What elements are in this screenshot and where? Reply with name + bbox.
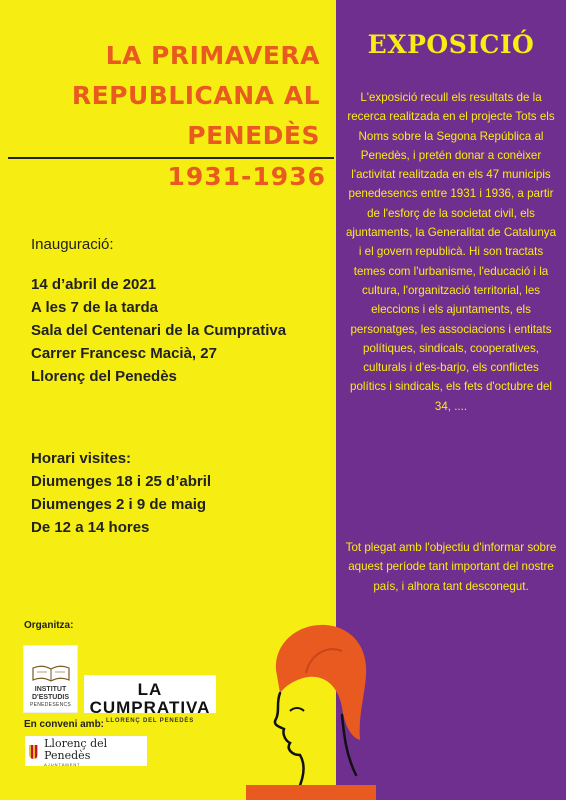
ajuntament-logo (25, 736, 147, 768)
iee-logo-line: D'ESTUDIS (31, 694, 70, 701)
visits-line: Diumenges 18 i 25 d’abril (31, 473, 212, 490)
inauguration-label: Inauguració: (31, 236, 114, 253)
cumprativa-name: LA CUMPRATIVA (89, 680, 211, 717)
title-divider (8, 157, 334, 159)
organizers-label: Organitza: (24, 620, 74, 631)
ajuntament-sub: AJUNTAMENT (44, 761, 81, 767)
title-line: REPUBLICANA AL (71, 81, 320, 110)
exposition-title: EXPOSICIÓ (367, 30, 535, 59)
exposition-paragraph-2: Tot plegat amb l'objectiu d'informar sobre aquest període tant important del nostre país, i alhora tant desconegut. (345, 541, 557, 593)
cumprativa-logo (84, 675, 216, 724)
title-line: PENEDÈS (187, 121, 320, 150)
visits-line: De 12 a 14 hores (31, 519, 150, 536)
visits-line: Diumenges 2 i 9 de maig (31, 496, 207, 513)
title-line: LA PRIMAVERA (105, 41, 320, 70)
inauguration-line: Carrer Francesc Macià, 27 (31, 345, 217, 362)
inauguration-line: A les 7 de la tarda (31, 299, 159, 316)
book-icon (31, 664, 71, 684)
visits-schedule (31, 447, 211, 539)
ajuntament-name: Llorenç del Penedès (44, 736, 108, 762)
inauguration-line: Llorenç del Penedès (31, 368, 177, 385)
inauguration-details (31, 273, 286, 388)
years: 1931-1936 (167, 162, 326, 191)
coat-of-arms-icon (29, 745, 38, 759)
iee-logo (23, 645, 78, 713)
cumprativa-sub: LLORENÇ DEL PENEDÈS (105, 718, 195, 724)
inauguration-line: Sala del Centenari de la Cumprativa (31, 322, 287, 339)
visits-label: Horari visites: (31, 450, 132, 467)
agreement-label: En conveni amb: (24, 719, 105, 730)
exposition-paragraph-1: L'exposició recull els resultats de la recerca realitzada en el projecte Tots els Noms sobre la Segona República al Penedès, i pretén donar a conèixer l'activitat realitzada en els 47 municipis penedesencs entre 1931 i 1936, a partir de l'esforç de la societat civil, els ajuntaments, la Generalitat de Catalunya i el govern republicà. Hi son tractats temes com l'urbanisme, l'educació i la cultura, l'organització territorial, les eleccions i els ajuntaments, els personatges, les associacions i entitats polítiques, sindicals, cooperatives, culturals i d'es-barjo, els conflictes polítics i sindicals, els fets d'octubre del 34, .... (345, 91, 557, 413)
woman-profile-illustration (246, 615, 376, 800)
iee-logo-line: PENEDESENCS (29, 702, 72, 708)
inauguration-line: 14 d’abril de 2021 (31, 276, 157, 293)
poster-title (0, 36, 320, 156)
iee-logo-line: INSTITUT (34, 686, 67, 693)
